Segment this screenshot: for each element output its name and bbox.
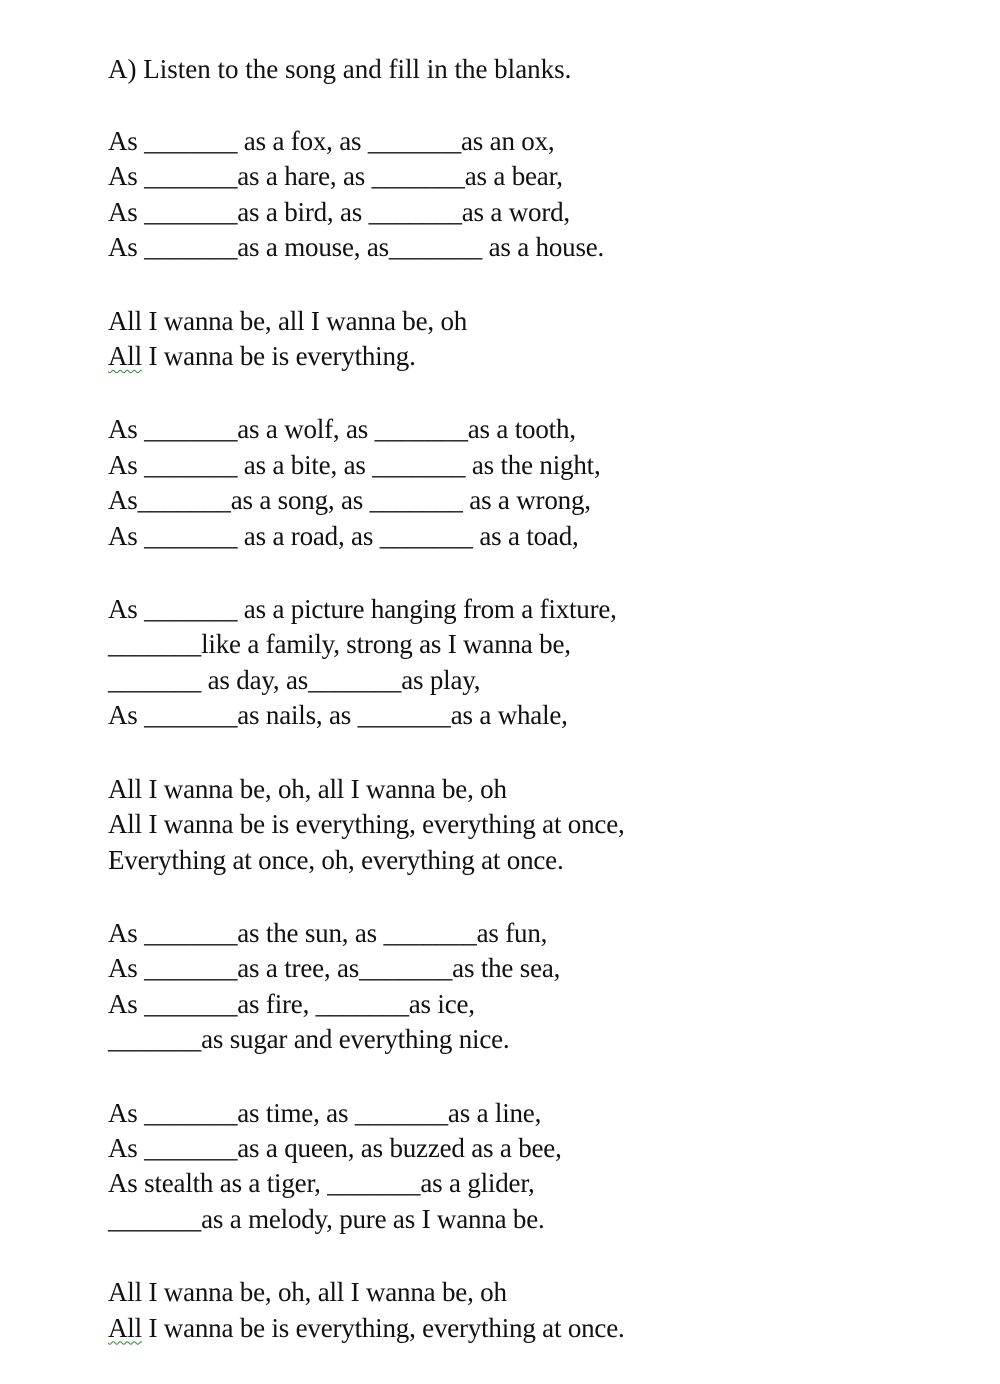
lyric-line: _______as sugar and everything nice. xyxy=(108,1024,510,1055)
lyric-line: Everything at once, oh, everything at once. xyxy=(108,844,564,875)
stanza-4 xyxy=(108,592,968,734)
lyric-line: As _______ as a road, as _______ as a toad, xyxy=(108,520,579,551)
stanza-7 xyxy=(108,1096,968,1238)
stanza-8 xyxy=(108,1275,968,1346)
lyric-line: As _______as a mouse, as_______ as a house. xyxy=(108,232,605,263)
stanza-5 xyxy=(108,772,968,878)
spellcheck-underline: All xyxy=(108,341,142,372)
lyric-line: As _______as a tree, as_______as the sea, xyxy=(108,953,561,984)
lyric-line: As stealth as a tiger, _______as a glider, xyxy=(108,1168,535,1199)
lyric-line: All I wanna be, oh, all I wanna be, oh xyxy=(108,773,507,804)
lyric-line: _______ as day, as_______as play, xyxy=(108,664,481,695)
lyric-line: _______like a family, strong as I wanna be, xyxy=(108,629,571,660)
lyric-line: All I wanna be is everything, everything at once, xyxy=(108,809,625,840)
lyric-line: As _______ as a fox, as _______as an ox, xyxy=(108,126,555,156)
lyric-line: As _______as a queen, as buzzed as a bee, xyxy=(108,1132,562,1163)
instruction-heading: A) Listen to the song and fill in the blanks. xyxy=(108,54,572,84)
stanza-1 xyxy=(108,124,968,266)
lyric-line: As _______as fire, _______as ice, xyxy=(108,988,475,1019)
lyric-line: As _______as a hare, as _______as a bear, xyxy=(108,161,563,192)
lyric-line: As _______ as a picture hanging from a fixture, xyxy=(108,594,617,625)
lyric-line: As _______as a bird, as _______as a word, xyxy=(108,196,570,227)
lyric-line-spellcheck: All I wanna be is everything. xyxy=(108,341,416,372)
stanza-6 xyxy=(108,916,968,1058)
lyric-line-spellcheck: All I wanna be is everything, everything at once. xyxy=(108,1312,625,1343)
lyric-line: As _______as time, as _______as a line, xyxy=(108,1097,542,1128)
lyric-line: As _______as nails, as _______as a whale, xyxy=(108,700,568,731)
lyric-line: _______as a melody, pure as I wanna be. xyxy=(108,1203,545,1234)
lyric-line: All I wanna be, oh, all I wanna be, oh xyxy=(108,1277,507,1308)
worksheet-page xyxy=(108,52,968,1384)
spellcheck-underline: All xyxy=(108,1312,142,1343)
lyric-line: As _______as a wolf, as _______as a tooth, xyxy=(108,414,576,445)
lyric-line: As_______as a song, as _______ as a wrong, xyxy=(108,485,591,516)
lyric-line: As _______ as a bite, as _______ as the night, xyxy=(108,449,601,480)
stanza-2 xyxy=(108,304,968,375)
stanza-3 xyxy=(108,412,968,554)
lyric-line: As _______as the sun, as _______as fun, xyxy=(108,917,548,948)
lyric-line: All I wanna be, all I wanna be, oh xyxy=(108,305,468,336)
